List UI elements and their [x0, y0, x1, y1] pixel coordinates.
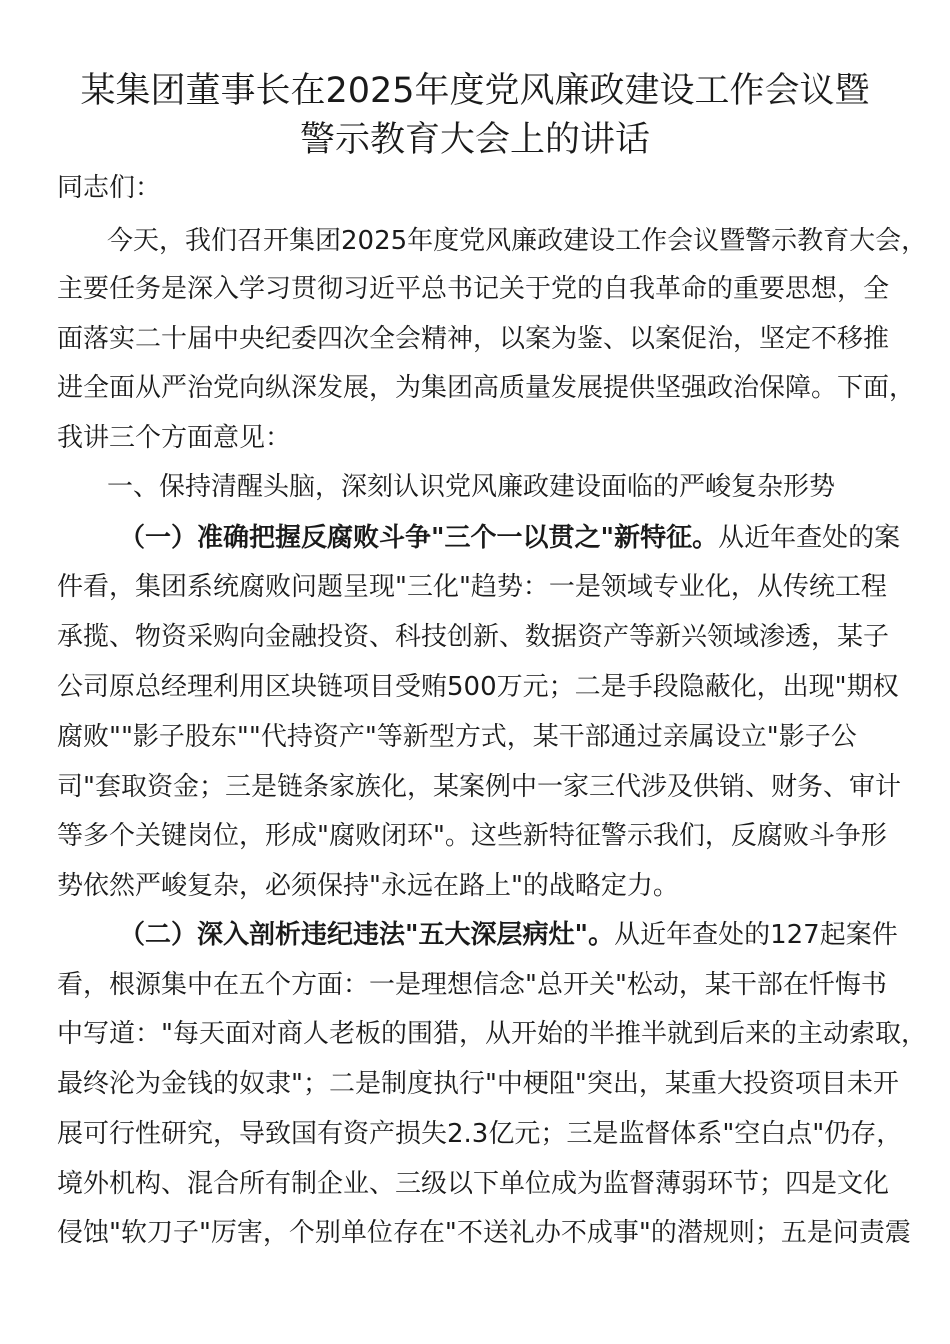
body-line: 件看，集团系统腐败问题呈现"三化"趋势：一是领域专业化，从传统工程	[57, 572, 887, 602]
body-line: 境外机构、混合所有制企业、三级以下单位成为监督薄弱环节；四是文化	[57, 1169, 890, 1199]
intro-line: 主要任务是深入学习贯彻习近平总书记关于党的自我革命的重要思想，全	[57, 274, 890, 304]
document-title-line-1: 某集团董事长在2025年度党风廉政建设工作会议暨	[80, 71, 870, 111]
greeting: 同志们：	[57, 173, 162, 203]
intro-line: 我讲三个方面意见：	[57, 423, 292, 453]
subsection-heading-1: （一）准确把握反腐败斗争"三个一以贯之"新特征。	[119, 523, 719, 553]
subsection-1-first-line	[119, 518, 900, 558]
document-title-line-2: 警示教育大会上的讲话	[299, 120, 650, 160]
body-line: 承揽、物资采购向金融投资、科技创新、数据资产等新兴领域渗透，某子	[57, 622, 890, 652]
subsection-2-text: 从近年查处的127起案件	[614, 920, 898, 950]
subsection-heading-2: （二）深入剖析违纪违法"五大深层病灶"。	[119, 920, 615, 950]
intro-line: 今天，我们召开集团2025年度党风廉政建设工作会议暨警示教育大会，	[107, 226, 928, 256]
subsection-2-first-line	[119, 915, 898, 955]
body-line: 司"套取资金；三是链条家族化，某案例中一家三代涉及供销、财务、审计	[57, 772, 901, 802]
body-line: 侵蚀"软刀子"厉害，个别单位存在"不送礼办不成事"的潜规则；五是问责震	[57, 1218, 911, 1248]
body-line: 展可行性研究，导致国有资产损失2.3亿元；三是监督体系"空白点"仍存，	[57, 1119, 903, 1149]
body-line: 势依然严峻复杂，必须保持"永远在路上"的战略定力。	[57, 871, 679, 901]
body-line: 公司原总经理利用区块链项目受贿500万元；二是手段隐蔽化，出现"期权	[57, 672, 899, 702]
body-line: 腐败""影子股东""代持资产"等新型方式，某干部通过亲属设立"影子公	[57, 722, 857, 752]
body-line: 等多个关键岗位，形成"腐败闭环"。这些新特征警示我们，反腐败斗争形	[57, 821, 887, 851]
intro-line: 进全面从严治党向纵深发展，为集团高质量发展提供坚强政治保障。下面，	[57, 373, 916, 403]
body-line: 看，根源集中在五个方面：一是理想信念"总开关"松动，某干部在忏悔书	[57, 970, 887, 1000]
body-line: 最终沦为金钱的奴隶"；二是制度执行"中梗阻"突出，某重大投资项目未开	[57, 1069, 899, 1099]
body-line: 中写道："每天面对商人老板的围猎，从开始的半推半就到后来的主动索取，	[57, 1019, 927, 1049]
subsection-1-text: 从近年查处的案	[718, 523, 901, 553]
intro-line: 面落实二十届中央纪委四次全会精神，以案为鉴、以案促治，坚定不移推	[57, 324, 890, 354]
section-heading-1: 一、保持清醒头脑，深刻认识党风廉政建设面临的严峻复杂形势	[107, 472, 836, 502]
